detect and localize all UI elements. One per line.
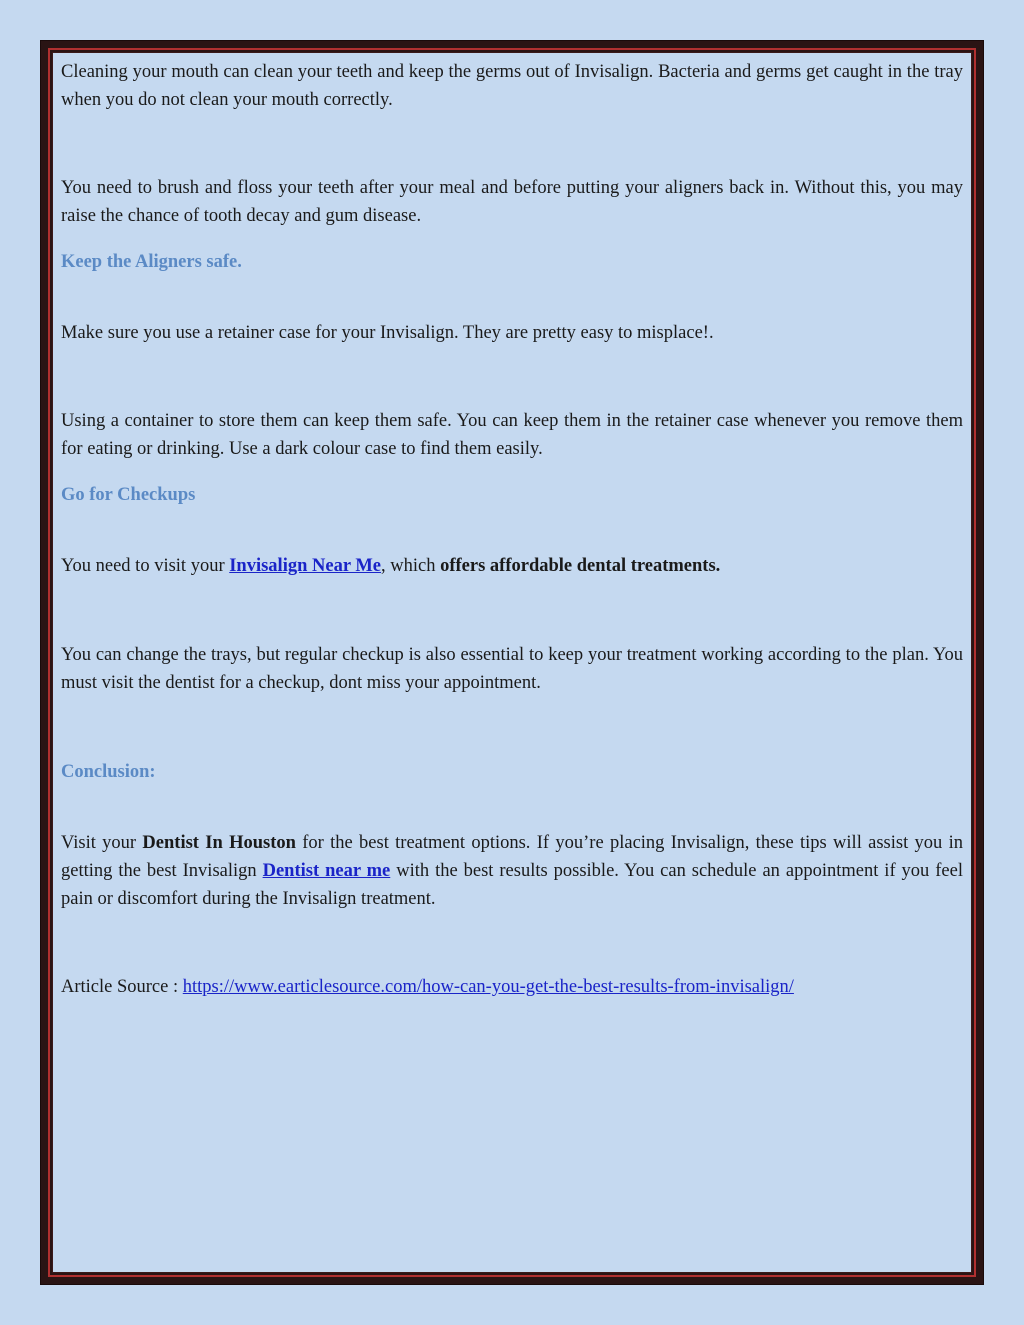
conclusion-text-middle: for the best treatment options. If you’re placing Invisalign, these tips will assist you in getting the best Invisalign: [61, 833, 964, 881]
conclusion-text-after: with the best results possible. You can schedule an appointment if you feel pain or discomfort during the Invisalign treatment.: [61, 861, 963, 909]
visit-text-before: You need to visit your: [61, 556, 230, 576]
paragraph-retainer-case: Make sure you use a retainer case for your Invisalign. They are pretty easy to misplace!.: [61, 323, 714, 343]
heading-keep-aligners-safe: Keep the Aligners safe.: [61, 252, 242, 272]
heading-go-for-checkups: Go for Checkups: [61, 485, 196, 505]
paragraph-container: Using a container to store them can keep them safe. You can keep them in the retainer case whenever you remove them for eating or drinking. Use a dark colour case to find them easily.: [61, 411, 963, 459]
paragraph-conclusion: [61, 829, 963, 913]
paragraph-article-source: [61, 973, 963, 1001]
heading-conclusion: Conclusion:: [61, 762, 156, 782]
dentist-near-me-link[interactable]: Dentist near me: [262, 861, 391, 881]
invisalign-near-me-link[interactable]: Invisalign Near Me: [229, 556, 382, 576]
article-source-link[interactable]: https://www.earticlesource.com/how-can-you-get-the-best-results-from-invisalign/: [182, 977, 794, 997]
visit-text-middle: , which: [381, 556, 441, 576]
article-source-label: Article Source :: [61, 977, 183, 997]
paragraph-cleaning: Cleaning your mouth can clean your teeth and keep the germs out of Invisalign. Bacteria and germs get caught in the tray when you do not clean your mouth correctly.: [61, 62, 963, 110]
conclusion-text-before: Visit your: [61, 833, 143, 853]
paragraph-change-trays: You can change the trays, but regular checkup is also essential to keep your treatment working according to the plan. You must visit the dentist for a checkup, dont miss your appointment.: [61, 645, 963, 693]
paragraph-brush-floss: You need to brush and floss your teeth after your meal and before putting your aligners back in. Without this, you may raise the chance of tooth decay and gum disease.: [61, 178, 963, 226]
dentist-in-houston-text: Dentist In Houston: [142, 833, 296, 853]
paragraph-visit-invisalign: [61, 552, 963, 580]
affordable-treatments-text: offers affordable dental treatments.: [440, 556, 721, 576]
